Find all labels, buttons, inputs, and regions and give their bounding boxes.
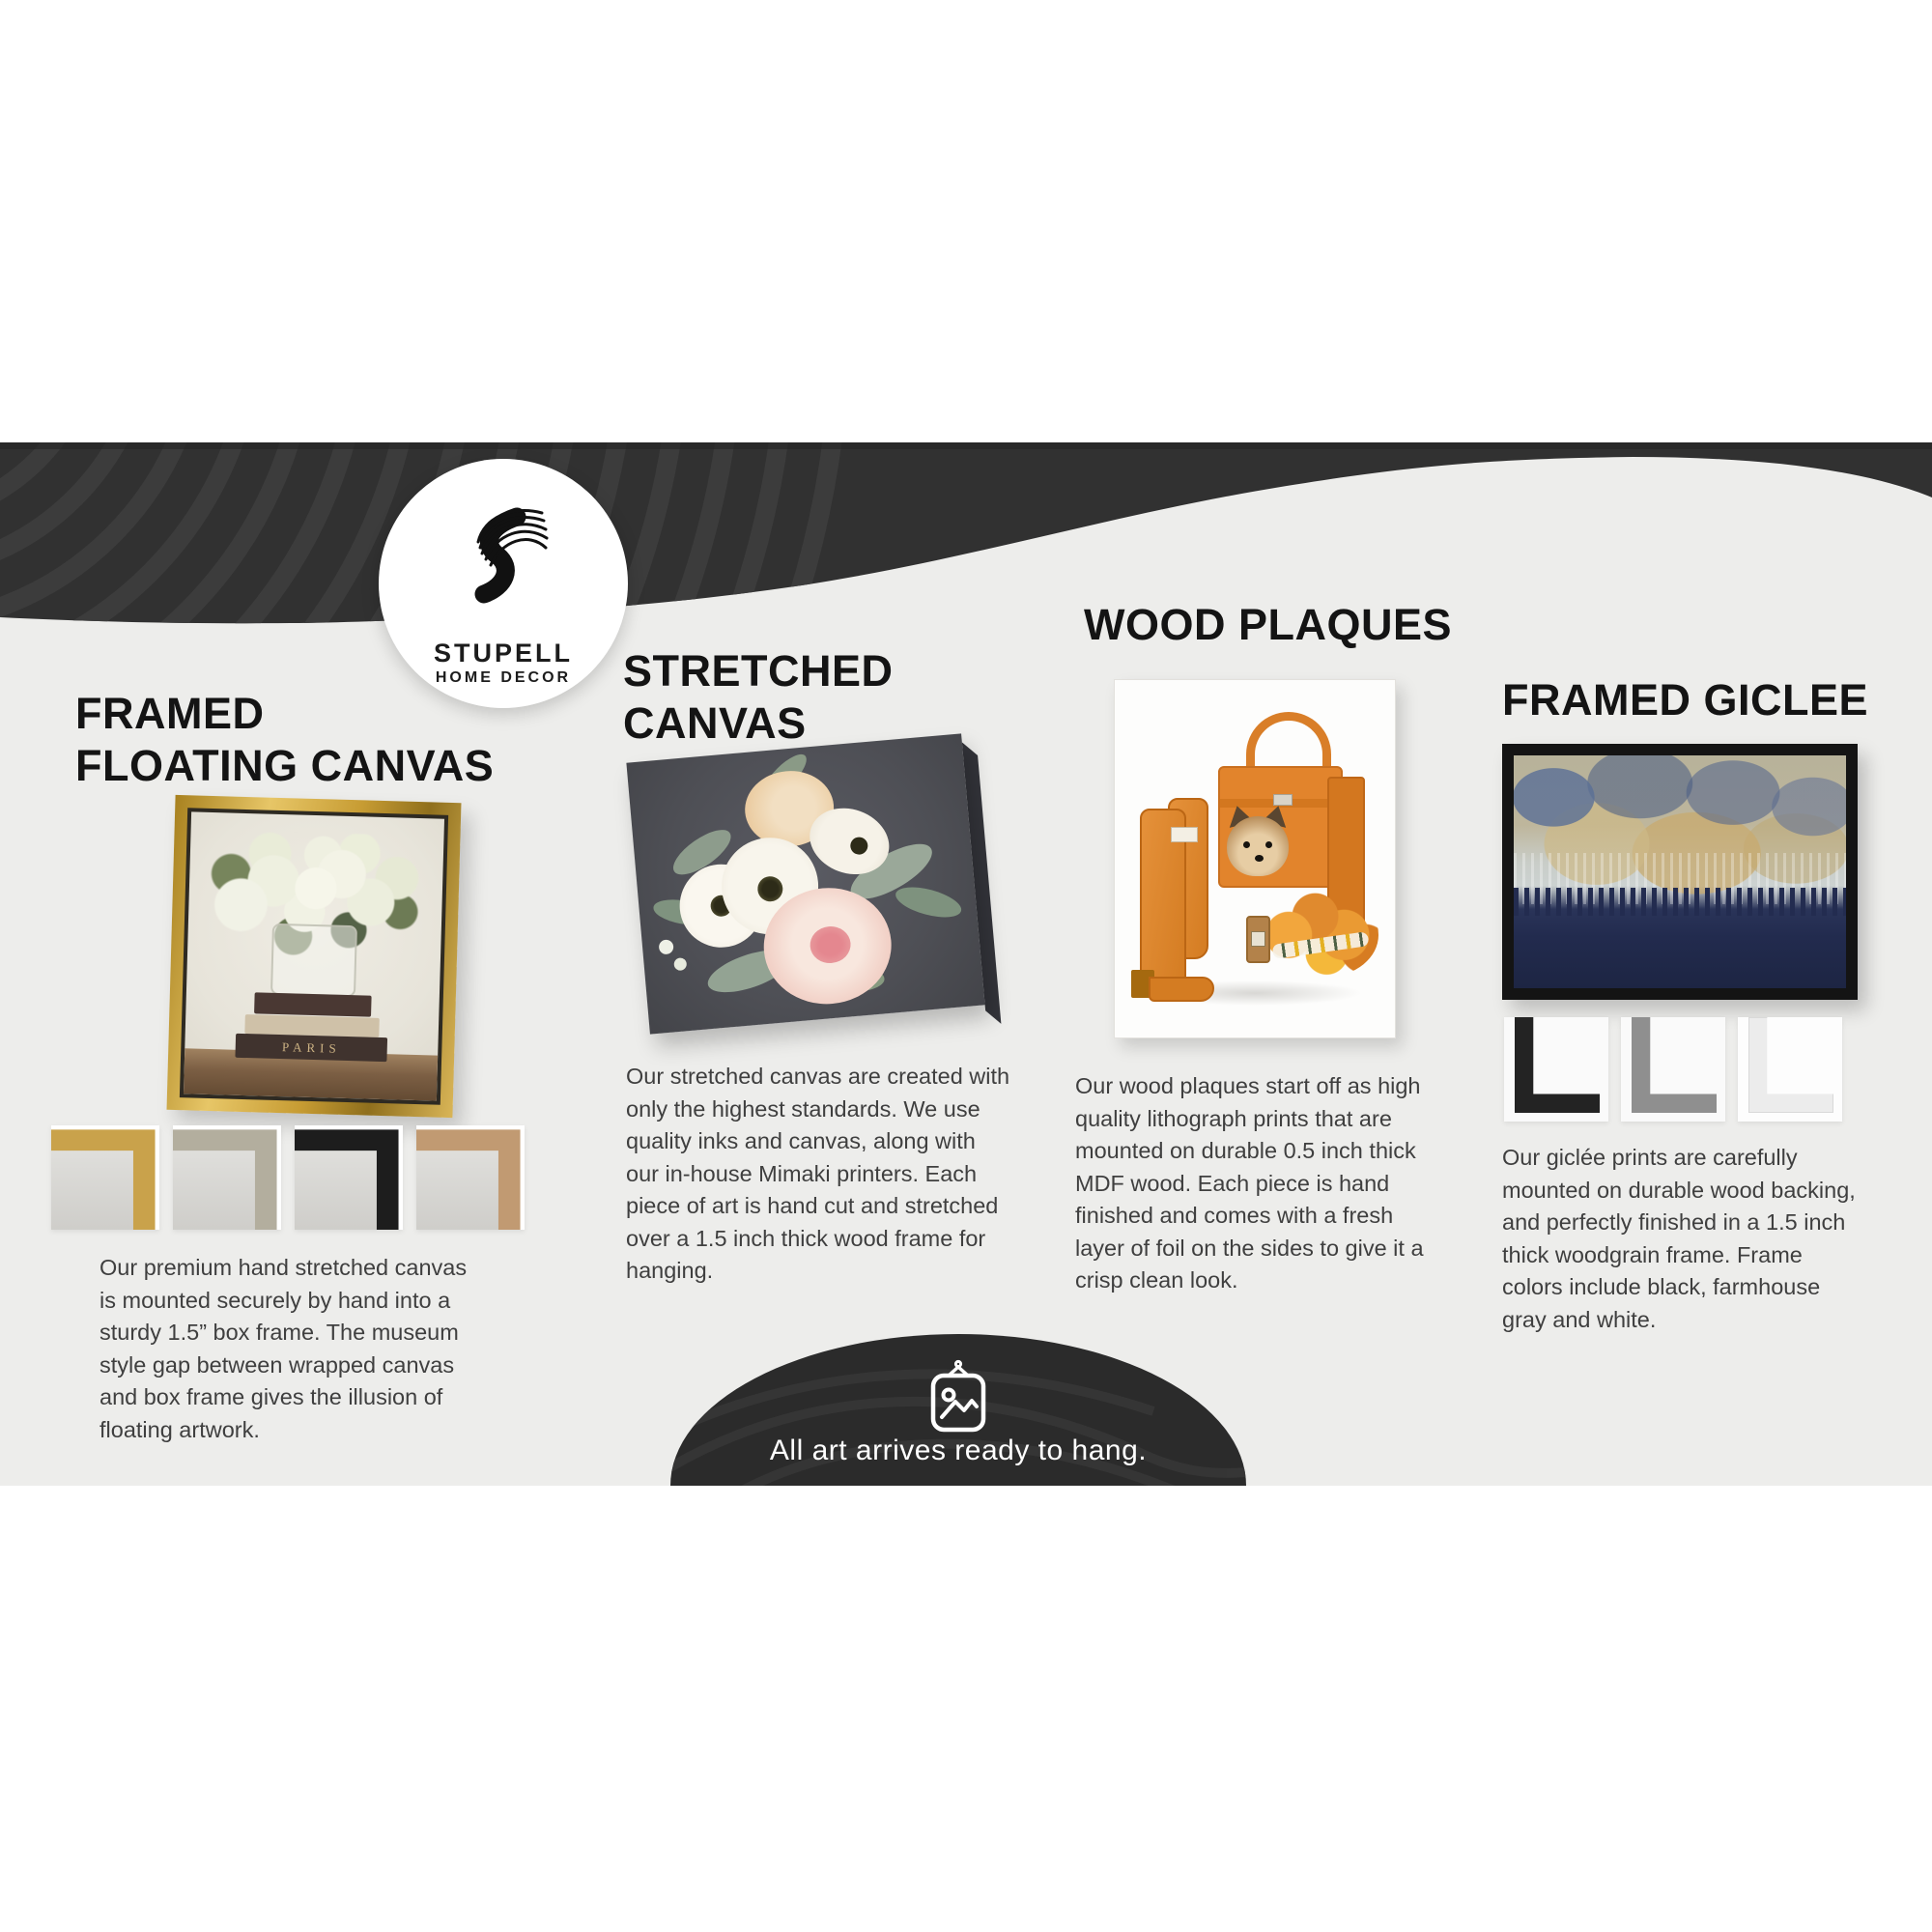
paragraph-floating-canvas: Our premium hand stretched canvas is mounted securely by hand into a sturdy 1.5” box frame. The museum style gap between wrapped canvas and box frame gives the illusion of floating artwork. xyxy=(99,1255,468,1442)
swatch-canvas xyxy=(295,1141,382,1230)
stretched-canvas-product-photo xyxy=(626,733,984,1034)
abstract-artwork xyxy=(1514,755,1846,988)
frame-swatch-black xyxy=(295,1125,403,1230)
rose-core xyxy=(809,925,852,966)
white-bud xyxy=(674,957,688,971)
framed-picture-icon xyxy=(921,1359,996,1435)
giclee-swatch-gray xyxy=(1621,1017,1725,1122)
framed-giclee-product-photo xyxy=(1502,744,1858,1000)
giclee-swatch-black xyxy=(1504,1017,1608,1122)
brand-tagline: HOME DECOR xyxy=(435,669,572,686)
dog-eye xyxy=(1265,841,1272,848)
giclee-swatch-white xyxy=(1738,1017,1842,1122)
content-band xyxy=(0,442,1932,1486)
swatch-canvas xyxy=(51,1141,138,1230)
hydrangea-artwork xyxy=(184,811,444,1100)
frame-gap xyxy=(180,808,448,1104)
paris-book: PARIS xyxy=(235,1033,387,1061)
floral-artwork xyxy=(626,733,984,1034)
heading-wood-plaques: WOOD PLAQUES xyxy=(1084,600,1453,649)
heading-stretched-canvas xyxy=(623,645,894,750)
frame-swatch-gold xyxy=(51,1125,159,1230)
frame-swatch-walnut xyxy=(416,1125,525,1230)
swatch-canvas xyxy=(416,1141,503,1230)
heading-line: STRETCHED xyxy=(623,646,894,696)
header-wave xyxy=(0,442,1932,694)
heading-line: CANVAS xyxy=(623,698,807,748)
floating-canvas-product-photo xyxy=(167,795,462,1118)
wood-plaque-product-photo xyxy=(1114,679,1396,1038)
paragraph-wood-plaques: Our wood plaques start off as high quality lithograph prints that are mounted on durable 0.5 inch thick MDF wood. Each piece is hand finished and comes with a fresh layer of foil on the sides to give it a crisp clean look. xyxy=(1075,1073,1424,1293)
glass-jar xyxy=(270,923,357,998)
watch-accessory xyxy=(1246,916,1269,962)
stupell-s-swirl-icon xyxy=(445,497,561,623)
paragraph-stretched-canvas: Our stretched canvas are created with only the highest standards. We use quality inks and canvas, along with our in-house Mimaki printers. Each piece of art is hand cut and stretched over a 1.5 inch thick wood frame for hanging. xyxy=(626,1064,1010,1283)
flower-center xyxy=(847,835,869,857)
footer-message: All art arrives ready to hang. xyxy=(769,1435,1148,1466)
boot-label xyxy=(1171,827,1198,843)
brand-logo-badge xyxy=(379,459,628,708)
heading-line: FLOATING CANVAS xyxy=(75,741,495,790)
heading-framed-giclee: FRAMED GICLEE xyxy=(1502,675,1869,724)
swatch-canvas xyxy=(173,1141,260,1230)
swatch-frame-corner xyxy=(1515,1017,1601,1113)
heading-framed-floating-canvas xyxy=(75,688,494,792)
brand-name: STUPELL xyxy=(433,639,573,668)
flower-center xyxy=(756,875,783,902)
navy-spikes xyxy=(1514,888,1846,916)
heading-line: FRAMED xyxy=(75,689,265,738)
book xyxy=(254,993,371,1017)
leaf xyxy=(893,881,964,923)
dog-eye xyxy=(1243,841,1250,848)
swatch-frame-corner xyxy=(1632,1017,1718,1113)
footer-banner xyxy=(670,1334,1246,1486)
boot-foot xyxy=(1149,977,1214,1002)
paragraph-framed-giclee: Our giclée prints are carefully mounted on durable wood backing, and perfectly finished in a 1.5 inch thick woodgrain frame. Frame colors include black, farmhouse gray and white. xyxy=(1502,1145,1856,1332)
frame-swatch-champagne xyxy=(173,1125,281,1230)
white-bud xyxy=(659,939,674,954)
swatch-frame-corner xyxy=(1748,1017,1834,1113)
